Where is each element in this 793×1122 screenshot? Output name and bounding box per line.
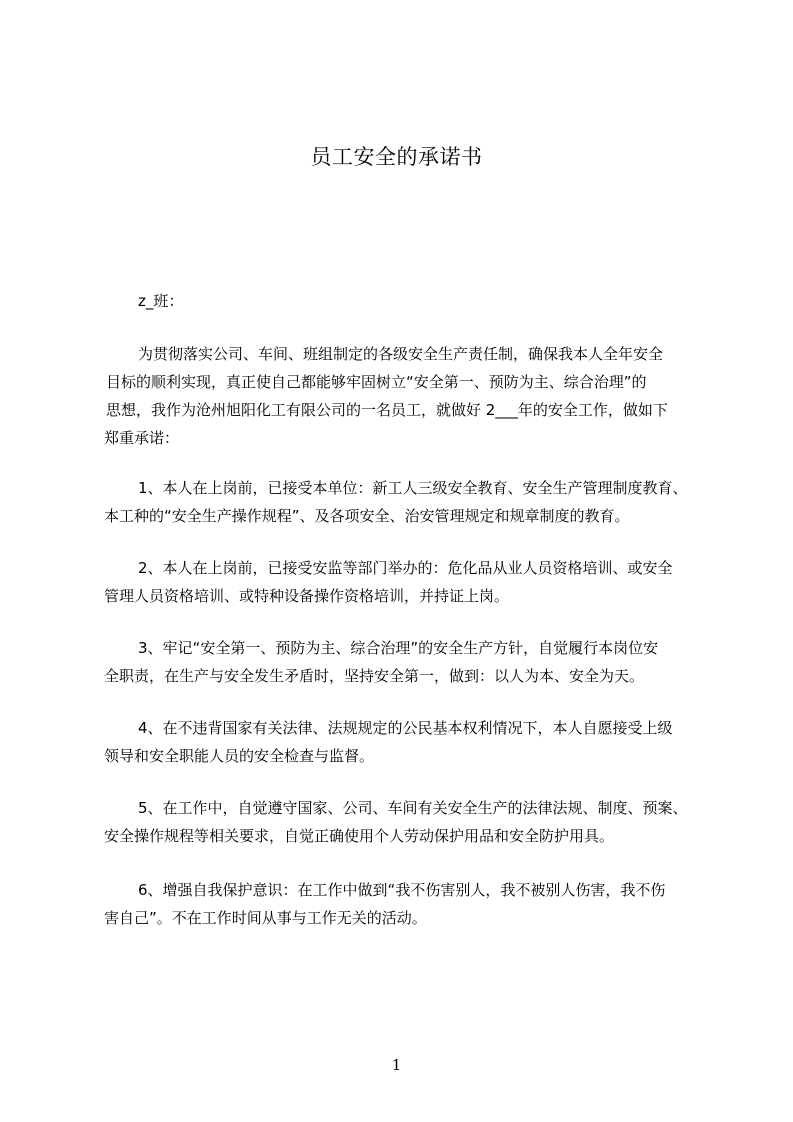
commitment-item-5 [104,794,724,850]
commitment-line: 1、本人在上岗前，已接受本单位：新工人三级安全教育、安全生产管理制度教育、 [138,479,688,497]
commitment-line: 领导和安全职能人员的安全检查与监督。 [104,747,375,765]
page-title: 员工安全的承诺书 [310,145,483,169]
intro-line: 思想，我作为沧州旭阳化工有限公司的一名员工，就做好 2___年的安全工作，做如下 [106,401,668,419]
page-number: 1 [391,1056,402,1074]
salutation [104,287,724,315]
commitment-item-4 [104,714,724,770]
commitment-line: 安全操作规程等相关要求，自觉正确使用个人劳动保护用品和安全防护用具。 [104,827,615,845]
intro-line: 目标的顺利实现，真正使自己都能够牢固树立“安全第一、预防为主、综合治理”的 [106,373,647,391]
commitment-line: 5、在工作中，自觉遵守国家、公司、车间有关安全生产的法律法规、制度、预案、 [138,799,688,817]
commitment-line: 6、增强自我保护意识：在工作中做到“我不伤害别人，我不被别人伤害，我不伤 [138,881,666,899]
commitment-item-3 [104,634,724,690]
intro-line: 为贯彻落实公司、车间、班组制定的各级安全生产责任制，确保我本人全年安全 [138,345,664,363]
intro-paragraph [104,340,724,452]
commitment-item-2 [104,554,724,610]
salutation-text: z_班： [138,292,184,310]
commitment-line: 3、牢记“安全第一、预防为主、综合治理”的安全生产方针，自觉履行本岗位安 [138,639,659,657]
commitment-line: 本工种的“安全生产操作规程”、及各项安全、治安管理规定和规章制度的教育。 [104,507,630,525]
commitment-line: 全职责，在生产与安全发生矛盾时，坚持安全第一，做到：以人为本、安全为天。 [104,667,645,685]
commitment-item-6 [104,876,724,932]
commitment-line: 害自己”。不在工作时间从事与工作无关的活动。 [104,909,427,927]
intro-line: 郑重承诺： [104,429,180,447]
commitment-item-1 [104,474,724,530]
commitment-line: 2、本人在上岗前，已接受安监等部门举办的：危化品从业人员资格培训、或安全 [138,559,673,577]
commitment-line: 管理人员资格培训、或特种设备操作资格培训，并持证上岗。 [104,587,510,605]
commitment-line: 4、在不违背国家有关法律、法规规定的公民基本权利情况下，本人自愿接受上级 [138,719,673,737]
